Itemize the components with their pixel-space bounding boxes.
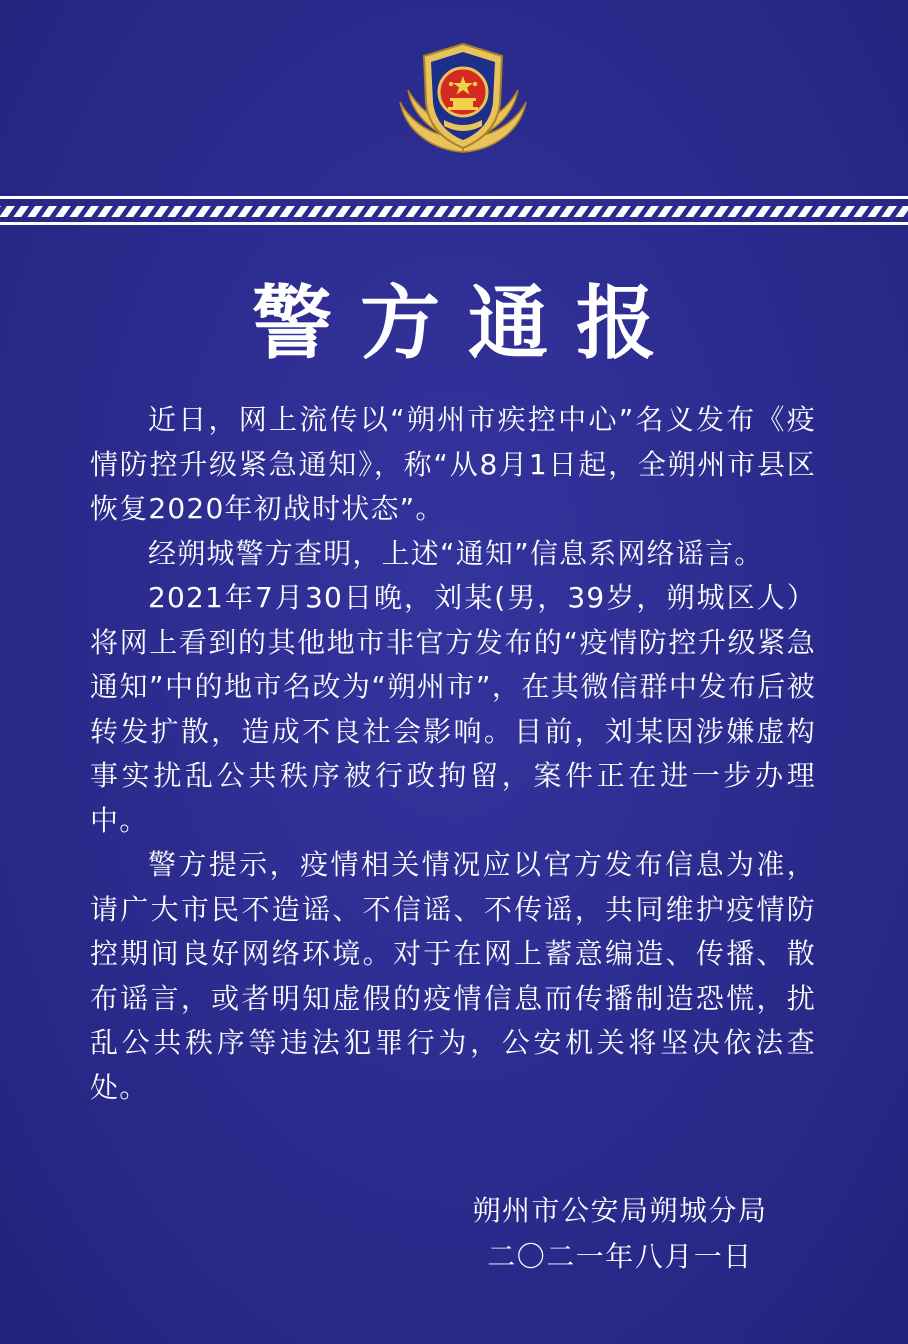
police-emblem-icon — [398, 40, 528, 158]
paragraph: 2021年7月30日晚，刘某(男，39岁，朔城区人）将网上看到的其他地市非官方发布的“疫情防控升级紧急通知”中的地市名改为“朔州市”，在其微信群中发布后被转发扩散，造成不良社会影响。目前，刘某因涉嫌虚构事实扰乱公共秩序被行政拘留，案件正在进一步办理中。 — [90, 581, 816, 837]
notice-body — [90, 398, 816, 1110]
signature-block — [420, 1188, 820, 1280]
signature-date: 二〇二一年八月一日 — [487, 1240, 753, 1273]
page-title: 警方通报 — [252, 276, 684, 370]
paragraph: 近日，网上流传以“朔州市疾控中心”名义发布《疫情防控升级紧急通知》，称“从8月1日起，全朔州市县区恢复2020年初战时状态”。 — [90, 403, 816, 525]
stripe-divider — [0, 196, 908, 230]
signature-organization: 朔州市公安局朔城分局 — [472, 1194, 768, 1227]
paragraph: 警方提示，疫情相关情况应以官方发布信息为准，请广大市民不造谣、不信谣、不传谣，共同维护疫情防控期间良好网络环境。对于在网上蓄意编造、传播、散布谣言，或者明知虚假的疫情信息而传播制造恐慌，扰乱公共秩序等违法犯罪行为，公安机关将坚决依法查处。 — [90, 848, 816, 1104]
paragraph: 经朔城警方查明，上述“通知”信息系网络谣言。 — [148, 536, 764, 570]
